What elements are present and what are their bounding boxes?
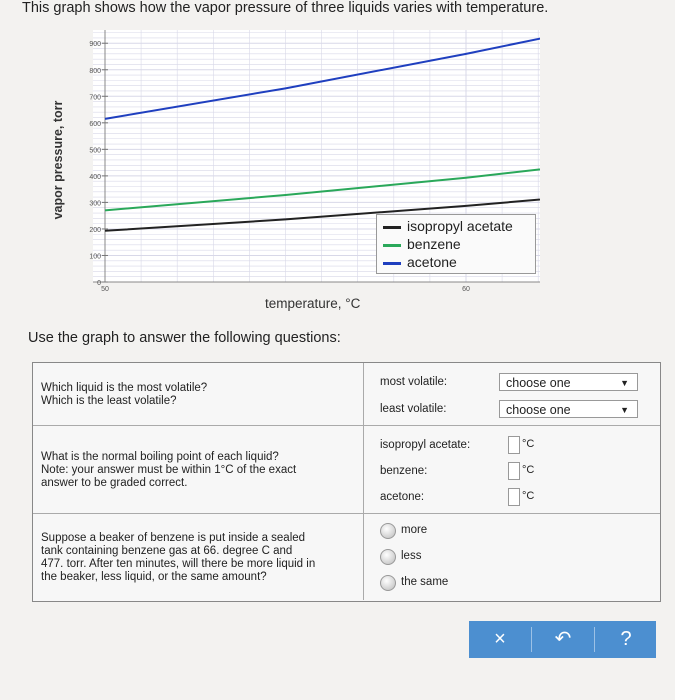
unit-label: °C [522,464,535,476]
most-volatile-dropdown[interactable] [499,373,638,391]
column-divider [363,425,364,513]
question-text [41,451,296,490]
radio-more[interactable] [380,523,396,539]
y-tick-label: 700 [89,94,101,102]
x-tick-label: 60 [462,286,470,293]
question-line: What is the normal boiling point of each liquid? [41,451,279,463]
help-button[interactable] [595,621,657,658]
question-row-boiling-point [33,425,660,514]
column-divider [363,513,364,600]
least-volatile-dropdown[interactable] [499,400,638,418]
option-same-label: the same [401,576,449,588]
y-tick-label: 0 [97,280,101,287]
column-divider [363,363,364,425]
unit-label: °C [522,490,535,502]
least-volatile-label: least volatile: [380,403,447,415]
questions-table [32,362,661,602]
question-line: Note: your answer must be within 1°C of the exact [41,464,297,476]
question-line: tank containing benzene gas at 66. degree C and [41,545,293,557]
option-less-label: less [401,550,422,562]
intro-text: This graph shows how the vapor pressure of three liquids varies with temperature. [22,0,549,16]
legend-label: acetone [407,254,457,270]
y-tick-label: 400 [89,173,101,181]
y-tick-label: 800 [89,67,101,75]
radio-less[interactable] [380,549,396,565]
acetone-label: acetone: [380,491,425,503]
unit-label: °C [522,438,535,450]
legend-swatch [383,262,401,265]
x-axis-label: temperature, °C [265,296,361,311]
option-more-label: more [401,524,428,536]
question-line: answer to be graded correct. [41,477,188,489]
question-text [41,382,207,408]
legend-item-acetone [383,254,457,272]
question-line: 477. torr. After ten minutes, will there be more liquid in [41,558,316,570]
legend-label: isopropyl acetate [407,218,513,234]
question-row-equilibrium [33,513,660,600]
question-row-volatility [33,363,660,426]
undo-button[interactable] [532,621,594,658]
legend-swatch [383,244,401,247]
question-line: Which is the least volatile? [41,395,177,407]
close-button[interactable] [469,621,531,658]
answer-toolbar [469,621,656,658]
question-text [41,532,315,584]
dropdown-value: choose one [506,376,571,390]
isopropyl-acetate-label: isopropyl acetate: [380,439,471,451]
y-axis-label: vapor pressure, torr [51,100,65,220]
question-line: Suppose a beaker of benzene is put inside a sealed [41,532,306,544]
benzene-input[interactable] [508,462,520,480]
help-icon: ? [620,628,632,650]
y-tick-label: 600 [89,120,101,128]
legend-item-isopropyl-acetate [383,218,513,236]
x-tick-label: 50 [101,286,109,293]
legend-swatch [383,226,401,229]
y-tick-label: 100 [89,253,101,261]
most-volatile-label: most volatile: [380,376,448,388]
radio-same[interactable] [380,575,396,591]
undo-icon: ↶ [554,628,572,650]
dropdown-arrow-icon: ▼ [620,405,629,415]
legend-label: benzene [407,236,461,252]
isopropyl-acetate-input[interactable] [508,436,520,454]
dropdown-arrow-icon: ▼ [620,378,629,388]
vapor-pressure-chart [0,0,675,310]
questions-intro: Use the graph to answer the following questions: [28,330,341,346]
chart-legend [376,214,536,274]
y-tick-label: 300 [89,200,101,208]
dropdown-value: choose one [506,403,571,417]
benzene-label: benzene: [380,465,428,477]
legend-item-benzene [383,236,461,254]
close-icon: × [494,628,506,650]
y-tick-label: 500 [89,147,101,155]
y-tick-label: 900 [89,41,101,49]
y-tick-label: 200 [89,226,101,234]
question-line: Which liquid is the most volatile? [41,382,208,394]
acetone-input[interactable] [508,488,520,506]
question-line: the beaker, less liquid, or the same amount? [41,571,267,583]
